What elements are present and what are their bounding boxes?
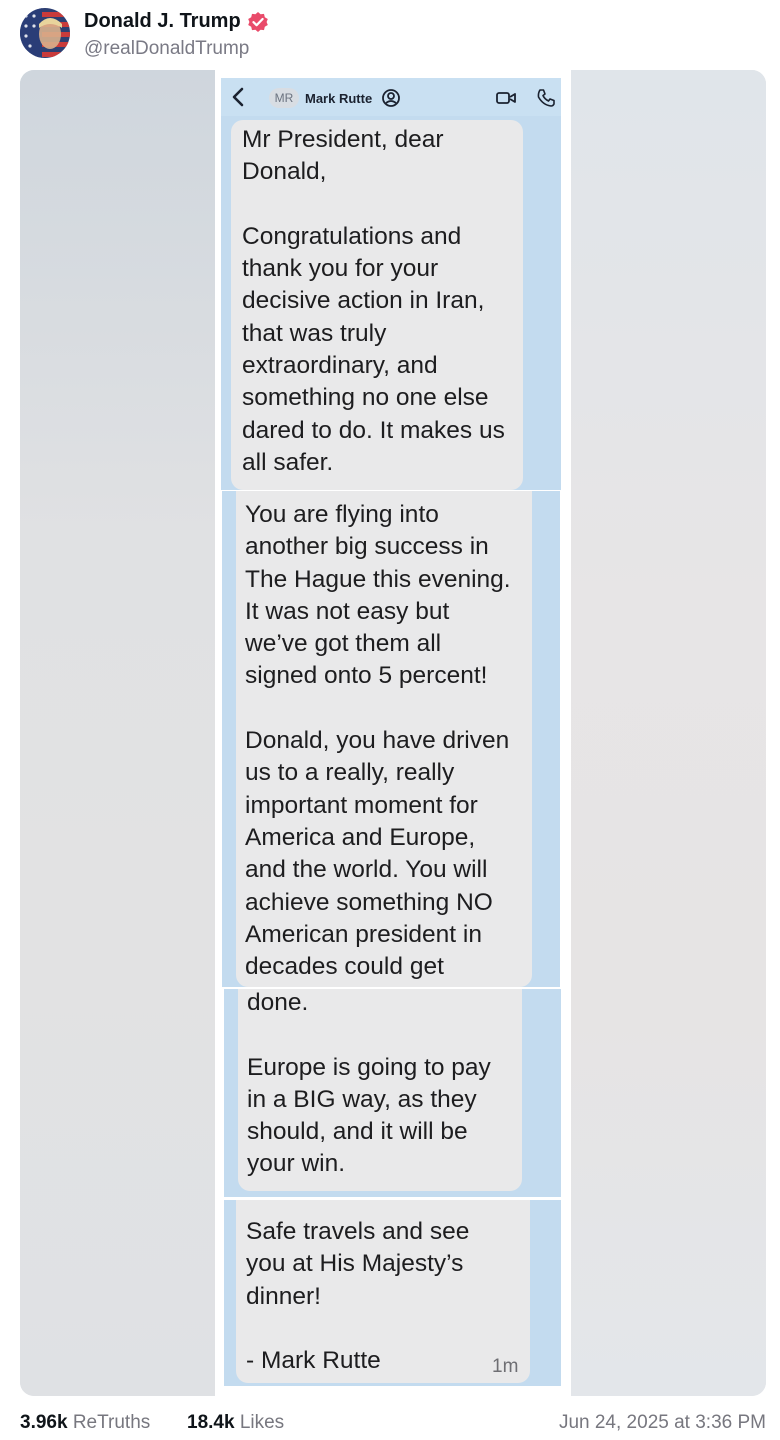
contact-profile-icon — [381, 88, 401, 108]
screenshot-strip-3 — [224, 989, 561, 1197]
contact-name: Mark Rutte — [305, 91, 373, 106]
post-footer — [0, 1398, 780, 1440]
post-timestamp[interactable]: Jun 24, 2025 at 3:36 PM — [558, 1412, 766, 1433]
message-screenshot — [215, 70, 571, 1396]
chat-header — [221, 78, 561, 116]
likes-count: 18.4k — [187, 1412, 235, 1433]
retruths-stat[interactable] — [20, 1412, 150, 1434]
post-header — [0, 0, 780, 68]
contact-avatar: MR — [269, 88, 299, 108]
media-blur-right — [571, 70, 766, 1396]
back-chevron-icon — [229, 86, 247, 108]
message-text: You are flying into another big success in The Hague this evening. It was not easy but we’ve got them all signed onto 5 percent! Donald, you have driven us to a really, really important moment for America and Europe, and the world. You will achieve something NO American president in decades could get — [245, 501, 511, 981]
author-avatar[interactable] — [20, 8, 70, 58]
screenshot-strip-1 — [221, 116, 561, 490]
message-timestamp: 1m — [492, 1356, 519, 1377]
message-text: Mr President, dear Donald, Congratulations and thank you for your decisive action in Iran, that was truly extraordinary, and something no one else dared to do. It makes us all safer. — [242, 126, 505, 476]
screenshot-strip-4 — [224, 1200, 561, 1386]
screenshot-strip-2 — [222, 491, 560, 987]
phone-call-icon — [536, 88, 556, 108]
likes-stat[interactable] — [187, 1412, 284, 1434]
verified-badge-icon — [247, 11, 269, 33]
message-text: Safe travels and see you at His Majesty’s dinner! - Mark Rutte — [246, 1218, 470, 1375]
retruths-label: ReTruths — [72, 1412, 151, 1433]
message-text: done. Europe is going to pay in a BIG way, as they should, and it will be your win. — [247, 989, 491, 1178]
author-name[interactable]: Donald J. Trump — [84, 10, 241, 32]
video-call-icon — [495, 89, 517, 107]
likes-label: Likes — [239, 1412, 285, 1433]
retruths-count: 3.96k — [20, 1412, 68, 1433]
post-media[interactable] — [20, 70, 766, 1396]
media-blur-left — [20, 70, 215, 1396]
author-handle[interactable]: @realDonaldTrump — [84, 38, 250, 59]
